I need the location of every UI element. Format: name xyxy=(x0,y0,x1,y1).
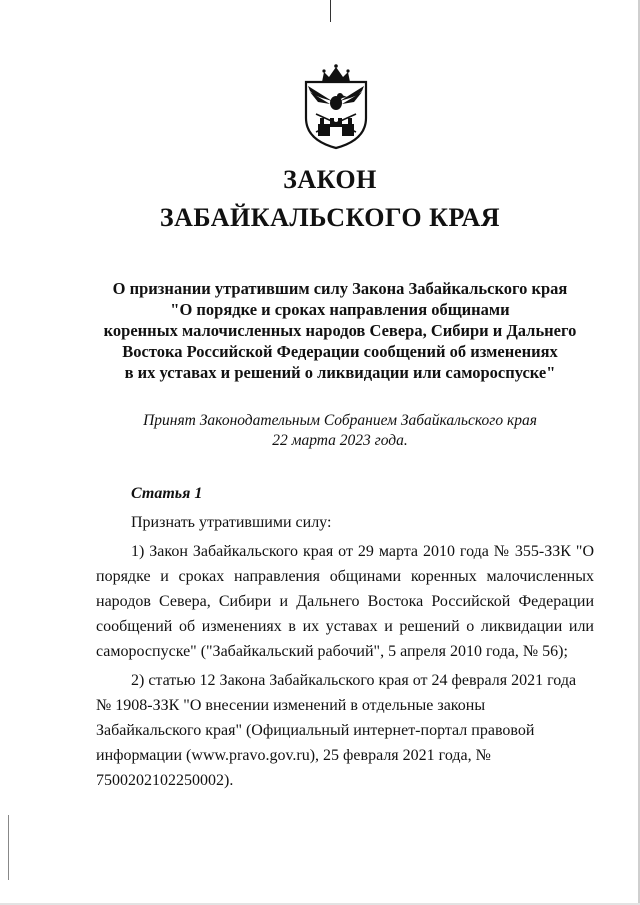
law-subject xyxy=(90,278,590,383)
paragraph-item-1: 1) Закон Забайкальского края от 29 марта 2010 года № 355-ЗЗК "О порядке и сроках направления общинами коренных малочисленных народов Севера, Сибири и Дальнего Востока Российской Федерации сообщений об изменениях в их уставах и решений о ликвидации или самороспуске" ("Забайкальский рабочий", 5 апреля 2010 года, № 56); xyxy=(96,543,594,660)
scan-mark-left xyxy=(8,815,9,880)
document-title: ЗАКОН xyxy=(283,165,377,194)
article-body xyxy=(96,510,594,793)
adoption-date: 22 марта 2023 года. xyxy=(272,432,408,449)
article-heading: Статья 1 xyxy=(131,485,203,502)
paragraph-intro: Признать утратившими силу: xyxy=(131,514,332,531)
law-subject-line: в их уставах и решений о ликвидации или самороспуске" xyxy=(124,363,556,382)
scan-mark-top xyxy=(330,0,331,22)
law-subject-line: коренных малочисленных народов Севера, Сибири и Дальнего xyxy=(103,321,577,340)
adoption-note-line: Принят Законодательным Собранием Забайкальского края xyxy=(143,412,537,429)
paragraph-item-2: 2) статью 12 Закона Забайкальского края от 24 февраля 2021 года № 1908-ЗЗК "О внесении изменений в отдельные законы Забайкальского края" (Официальный интернет-портал правовой информации (www.pravo.gov.ru), 25 февраля 2021 года, № 7500202102250002). xyxy=(96,672,577,789)
law-subject-line: Востока Российской Федерации сообщений об изменениях xyxy=(122,342,558,361)
coat-of-arms-icon xyxy=(296,62,376,150)
document-title-region: ЗАБАЙКАЛЬСКОГО КРАЯ xyxy=(159,203,501,232)
law-subject-line: О признании утратившим силу Закона Забайкальского края xyxy=(112,279,568,298)
adoption-note xyxy=(100,411,580,451)
law-subject-line: "О порядке и сроках направления общинами xyxy=(170,300,510,319)
